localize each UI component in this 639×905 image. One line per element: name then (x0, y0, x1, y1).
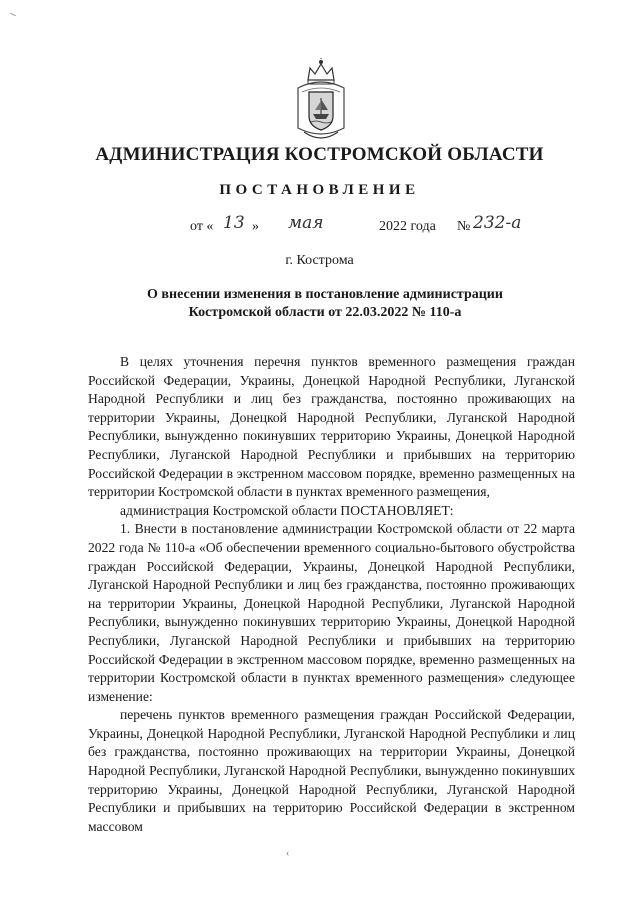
document-number: 232-а (473, 213, 522, 233)
document-type: ПОСТАНОВЛЕНИЕ (219, 182, 420, 198)
paragraph-resolves: администрация Костромской области ПОСТАНОВЛЯЕТ: (120, 502, 454, 518)
paragraph-item-1: 1. Внести в постановление администрации Костромской области от 22 марта 2022 года № 110-а «Об обеспечении временного социально-бытового обустройства граждан Российской Федерации, Украины, Донецкой Народной Республики, Луганской Народной Республики и лиц без гражданства, постоянно проживающих на территории Украины, Донецкой Народной Республики, Луганской Народной Республики, вынужденно покинувших территорию Украины, Донецкой Народной Республики, Луганской Народной Республики и прибывших на территорию Российской Федерации в экстренном массовом порядке, временно размещенных на территории Костромской области в пунктах временного размещения» следующее изменение: (88, 521, 575, 704)
date-year: 2022 года (379, 219, 436, 234)
subject-line-1: О внесении изменения в постановление администрации (147, 287, 503, 302)
paragraph-preamble: В целях уточнения перечня пунктов временного размещения граждан Российской Федерации, Украины, Донецкой Народной Республики, Луганской Народной Республики и лиц без гражданства, постоянно проживающих на территории Украины, Донецкой Народной Республики, Луганской Народной Республики, вынужденно покинувших территорию Украины, Донецкой Народной Республики, Луганской Народной Республики и прибывших на территорию Российской Федерации в экстренном массовом порядке, временно размещенных на территории Костромской области в пунктах временного размещения, (88, 354, 575, 500)
document-body (88, 353, 575, 836)
paragraph-list-change: перечень пунктов временного размещения граждан Российской Федерации, Украины, Донецкой Народной Республики, Луганской Народной Республики и лиц без гражданства, постоянно проживающих на территории Украины, Донецкой Народной Республики, Луганской Народной Республики, вынужденно покинувших территорию Украины, Донецкой Народной Республики, Луганской Народной Республики и прибывших на территорию Российской Федерации в экстренном массовом (88, 707, 575, 834)
coat-of-arms-kostroma-icon (290, 58, 352, 146)
subject-line-2: Костромской области от 22.03.2022 № 110-а (188, 305, 462, 320)
date-day-close: » (252, 219, 259, 234)
date-prefix: от « (190, 219, 214, 234)
number-label: № (457, 219, 471, 234)
document-subject (90, 286, 560, 322)
scan-artifact (10, 13, 16, 16)
date-month: мая (288, 213, 324, 233)
city: г. Кострома (285, 253, 354, 268)
date-day: 13 (223, 213, 245, 233)
page-mark: ‹ (286, 848, 290, 859)
organization-title: АДМИНИСТРАЦИЯ КОСТРОМСКОЙ ОБЛАСТИ (95, 144, 544, 165)
